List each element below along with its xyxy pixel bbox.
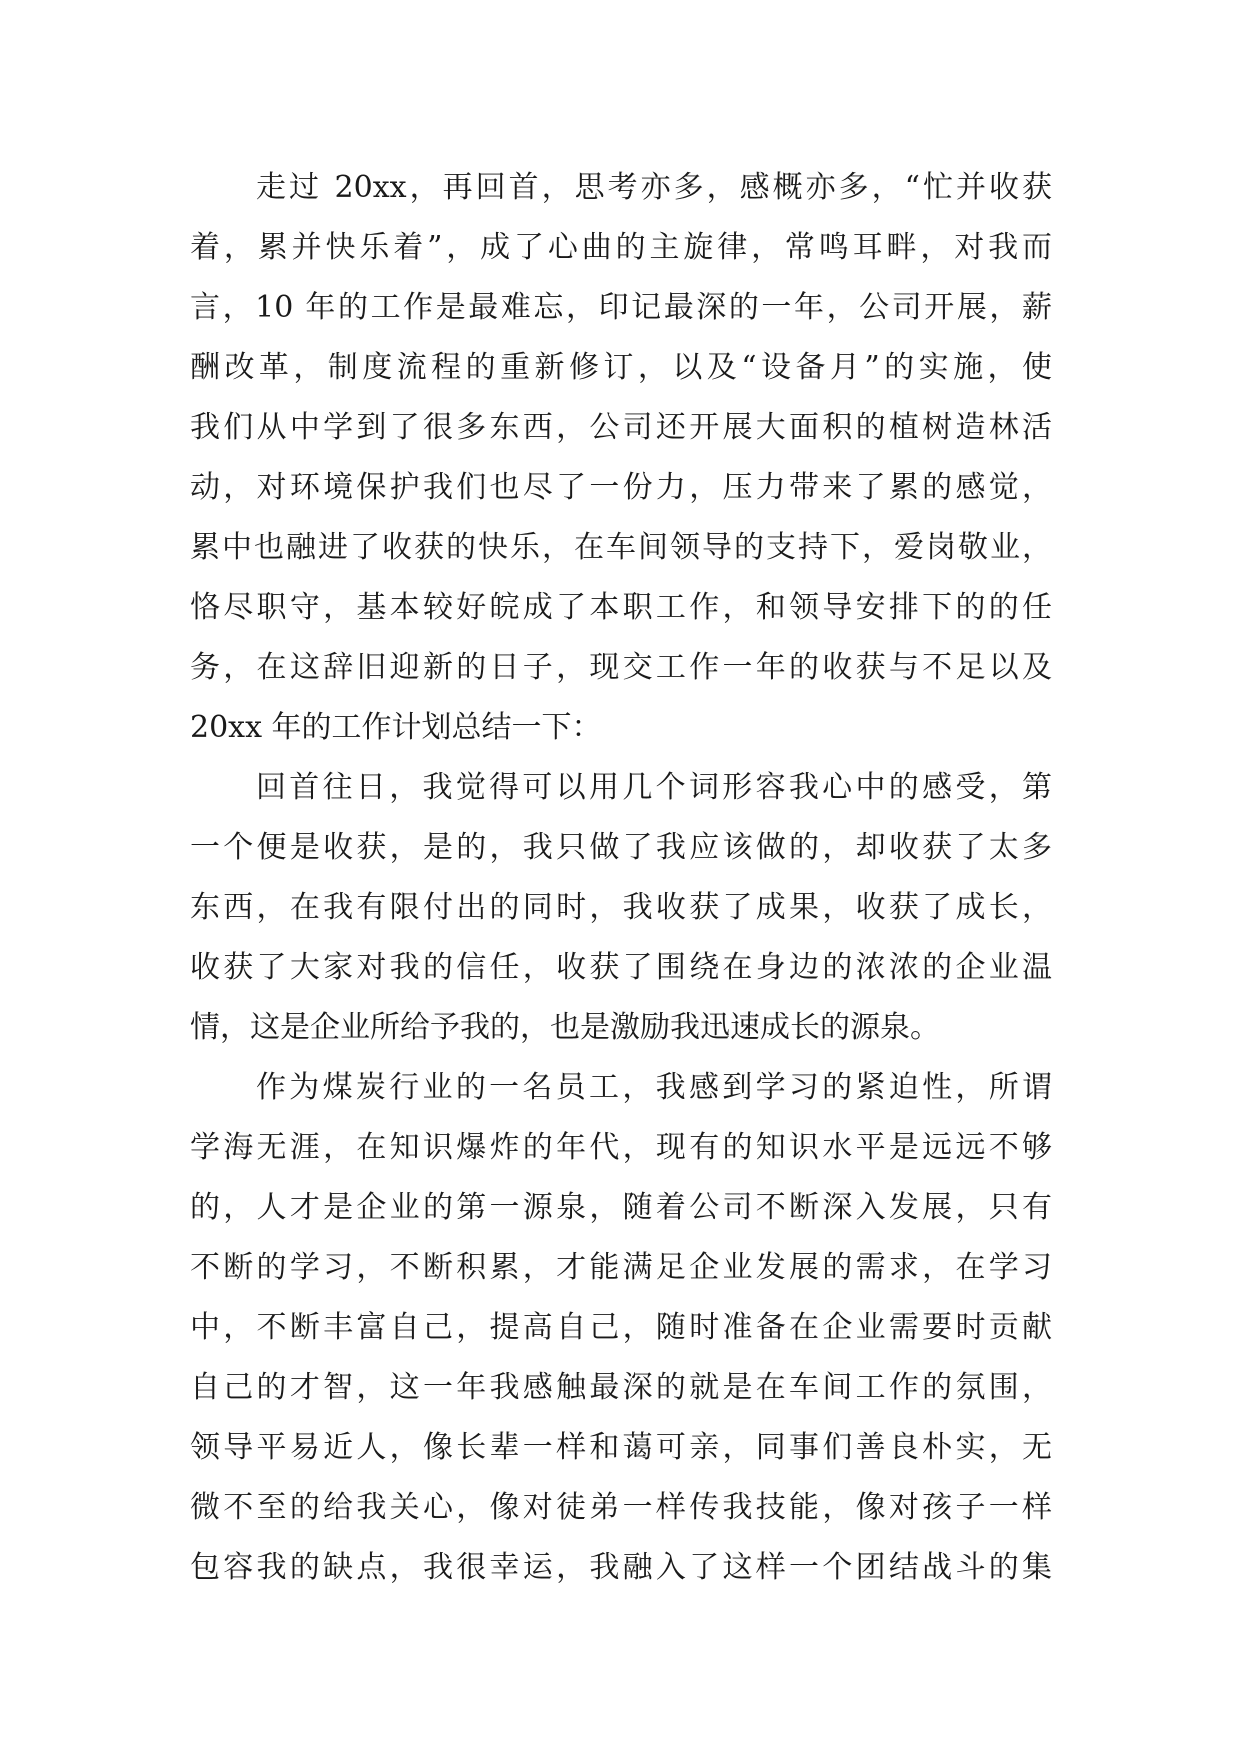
paragraph-3-line-8: 微不至的给我关心，像对徒弟一样传我技能，像对孩子一样 [190,1490,1052,1525]
paragraph-2-line-3: 东西，在我有限付出的同时，我收获了成果，收获了成长， [190,890,1052,925]
paragraph-2-line-5: 情，这是企业所给予我的，也是激励我迅速成长的源泉。 [190,1010,940,1045]
paragraph-3-line-9: 包容我的缺点，我很幸运，我融入了这样一个团结战斗的集 [190,1550,1052,1585]
paragraph-1 [190,158,1052,758]
paragraph-1-line-8: 恪尽职守，基本较好皖成了本职工作，和领导安排下的的任 [190,590,1052,625]
paragraph-3-line-7: 领导平易近人，像长辈一样和蔼可亲，同事们善良朴实，无 [190,1430,1052,1465]
paragraph-1-line-1: 走过 20xx，再回首，思考亦多，感概亦多，“忙并收获 [256,170,1052,205]
paragraph-2-line-4: 收获了大家对我的信任，收获了围绕在身边的浓浓的企业温 [190,950,1052,985]
paragraph-1-line-7: 累中也融进了收获的快乐，在车间领导的支持下，爱岗敬业， [190,530,1052,565]
paragraph-3-line-3: 的，人才是企业的第一源泉，随着公司不断深入发展，只有 [190,1190,1052,1225]
document-body [190,158,1052,1598]
paragraph-1-line-4: 酬改革，制度流程的重新修订，以及“设备月”的实施，使 [190,350,1052,385]
paragraph-1-line-6: 动，对环境保护我们也尽了一份力，压力带来了累的感觉， [190,470,1052,505]
paragraph-1-line-2: 着，累并快乐着”，成了心曲的主旋律，常鸣耳畔，对我而 [190,230,1052,265]
paragraph-1-line-5: 我们从中学到了很多东西，公司还开展大面积的植树造林活 [190,410,1052,445]
paragraph-3-line-6: 自己的才智，这一年我感触最深的就是在车间工作的氛围， [190,1370,1052,1405]
paragraph-3-line-1: 作为煤炭行业的一名员工，我感到学习的紧迫性，所谓 [256,1070,1052,1105]
paragraph-2-line-1: 回首往日，我觉得可以用几个词形容我心中的感受，第 [256,770,1052,805]
paragraph-3-line-5: 中，不断丰富自己，提高自己，随时准备在企业需要时贡献 [190,1310,1052,1345]
paragraph-3-line-2: 学海无涯，在知识爆炸的年代，现有的知识水平是远远不够 [190,1130,1052,1165]
paragraph-3 [190,1058,1052,1598]
paragraph-3-line-4: 不断的学习，不断积累，才能满足企业发展的需求，在学习 [190,1250,1052,1285]
paragraph-1-line-3: 言，10 年的工作是最难忘，印记最深的一年，公司开展，薪 [190,290,1052,325]
paragraph-1-line-9: 务，在这辞旧迎新的日子，现交工作一年的收获与不足以及 [190,650,1052,685]
paragraph-2 [190,758,1052,1058]
paragraph-1-line-10: 20xx 年的工作计划总结一下： [190,710,602,745]
paragraph-2-line-2: 一个便是收获，是的，我只做了我应该做的，却收获了太多 [190,830,1052,865]
